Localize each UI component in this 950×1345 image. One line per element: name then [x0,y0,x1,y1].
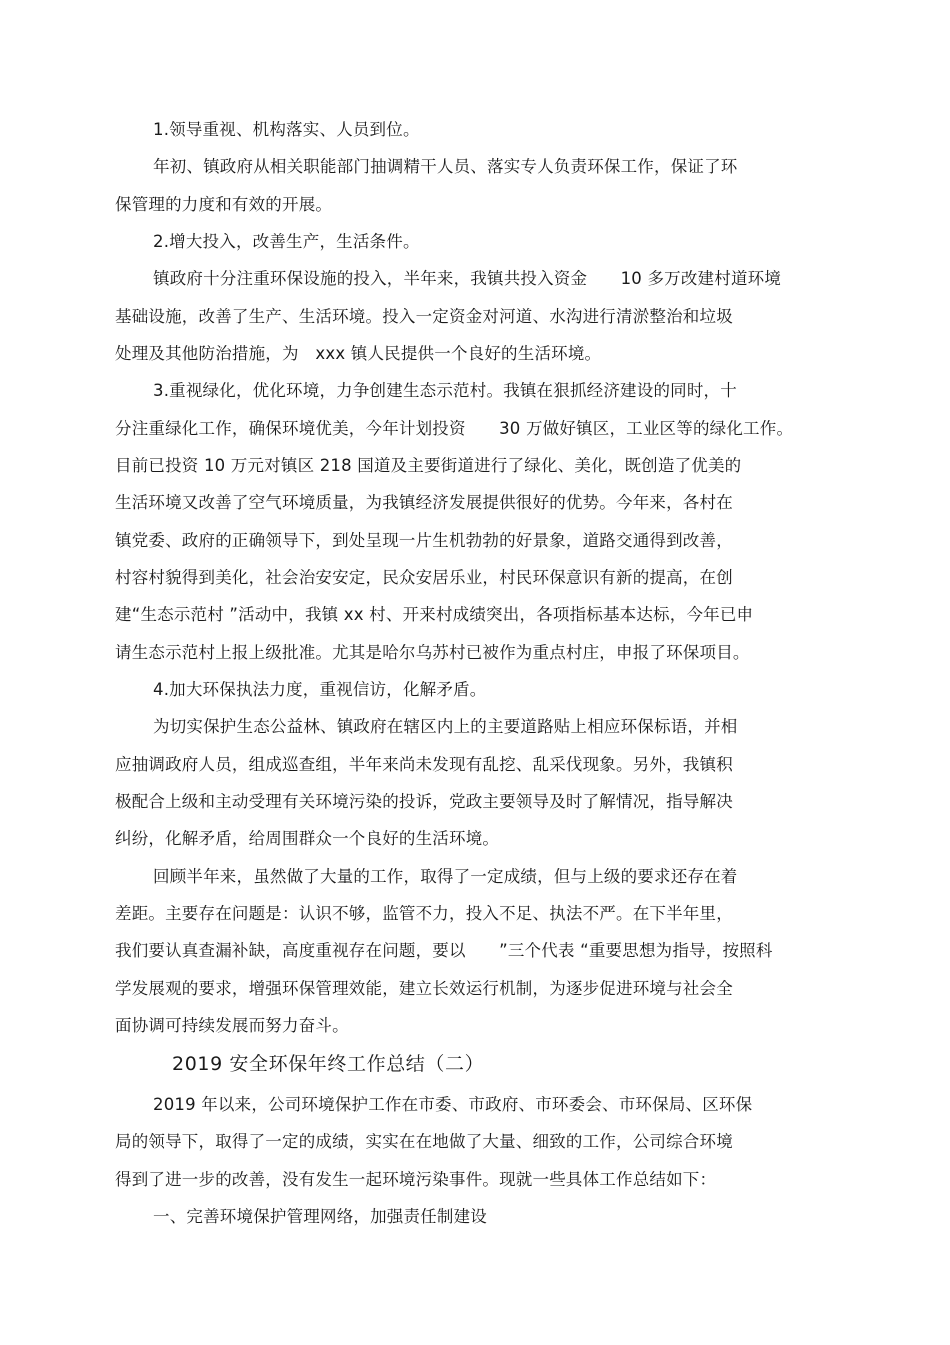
section-title: 2019 安全环保年终工作总结（二） [172,1053,485,1075]
text-line: 镇政府十分注重环保设施的投入，半年来，我镇共投入资金 10 多万改建村道环境 [153,269,782,288]
text-line: 请生态示范村上报上级批准。尤其是哈尔乌苏村已被作为重点村庄，申报了环保项目。 [115,643,750,662]
text-line: 应抽调政府人员，组成巡查组，半年来尚未发现有乱挖、乱采伐现象。另外，我镇积 [115,755,733,774]
text-line: 2.增大投入，改善生产，生活条件。 [153,232,420,251]
text-line: 1.领导重视、机构落实、人员到位。 [153,120,420,139]
text-line: 得到了进一步的改善，没有发生一起环境污染事件。现就一些具体工作总结如下： [115,1170,717,1189]
text-line: 生活环境又改善了空气环境质量，为我镇经济发展提供很好的优势。今年来，各村在 [115,493,733,512]
text-line: 为切实保护生态公益林、镇政府在辖区内上的主要道路贴上相应环保标语，并相 [153,717,738,736]
text-line: 学发展观的要求，增强环保管理效能，建立长效运行机制，为逐步促进环境与社会全 [115,979,733,998]
text-line: 村容村貌得到美化，社会治安安定，民众安居乐业，村民环保意识有新的提高，在创 [115,568,733,587]
text-line: 3.重视绿化，优化环境，力争创建生态示范村。我镇在狠抓经济建设的同时，十 [153,381,737,400]
text-line: 局的领导下，取得了一定的成绩，实实在在地做了大量、细致的工作，公司综合环境 [115,1132,733,1151]
text-line: 回顾半年来，虽然做了大量的工作，取得了一定成绩，但与上级的要求还存在着 [153,867,738,886]
text-line: 镇党委、政府的正确领导下，到处呈现一片生机勃勃的好景象，道路交通得到改善， [115,531,733,550]
text-line: 我们要认真查漏补缺，高度重视存在问题，要以 ”三个代表 “重要思想为指导，按照科 [115,941,773,960]
text-line: 处理及其他防治措施，为 xxx 镇人民提供一个良好的生活环境。 [115,344,602,363]
text-line: 年初、镇政府从相关职能部门抽调精干人员、落实专人负责环保工作，保证了环 [153,157,738,176]
text-line: 极配合上级和主动受理有关环境污染的投诉，党政主要领导及时了解情况，指导解决 [115,792,733,811]
text-line: 纠纷，化解矛盾，给周围群众一个良好的生活环境。 [115,829,500,848]
text-line: 分注重绿化工作，确保环境优美，今年计划投资 30 万做好镇区，工业区等的绿化工作。 [115,419,794,438]
text-line: 建“生态示范村 ”活动中，我镇 xx 村、开来村成绩突出，各项指标基本达标，今年已申 [115,605,754,624]
text-line: 目前已投资 10 万元对镇区 218 国道及主要街道进行了绿化、美化，既创造了优美的 [115,456,742,475]
text-line: 4.加大环保执法力度，重视信访，化解矛盾。 [153,680,487,699]
text-line: 2019 年以来，公司环境保护工作在市委、市政府、市环委会、市环保局、区环保 [153,1095,753,1114]
text-line: 面协调可持续发展而努力奋斗。 [115,1016,349,1035]
text-line: 差距。主要存在问题是：认识不够，监管不力，投入不足、执法不严。在下半年里， [115,904,733,923]
text-line: 一、完善环境保护管理网络，加强责任制建设 [153,1207,487,1226]
text-line: 保管理的力度和有效的开展。 [115,195,333,214]
text-line: 基础设施，改善了生产、生活环境。投入一定资金对河道、水沟进行清淤整治和垃圾 [115,307,733,326]
